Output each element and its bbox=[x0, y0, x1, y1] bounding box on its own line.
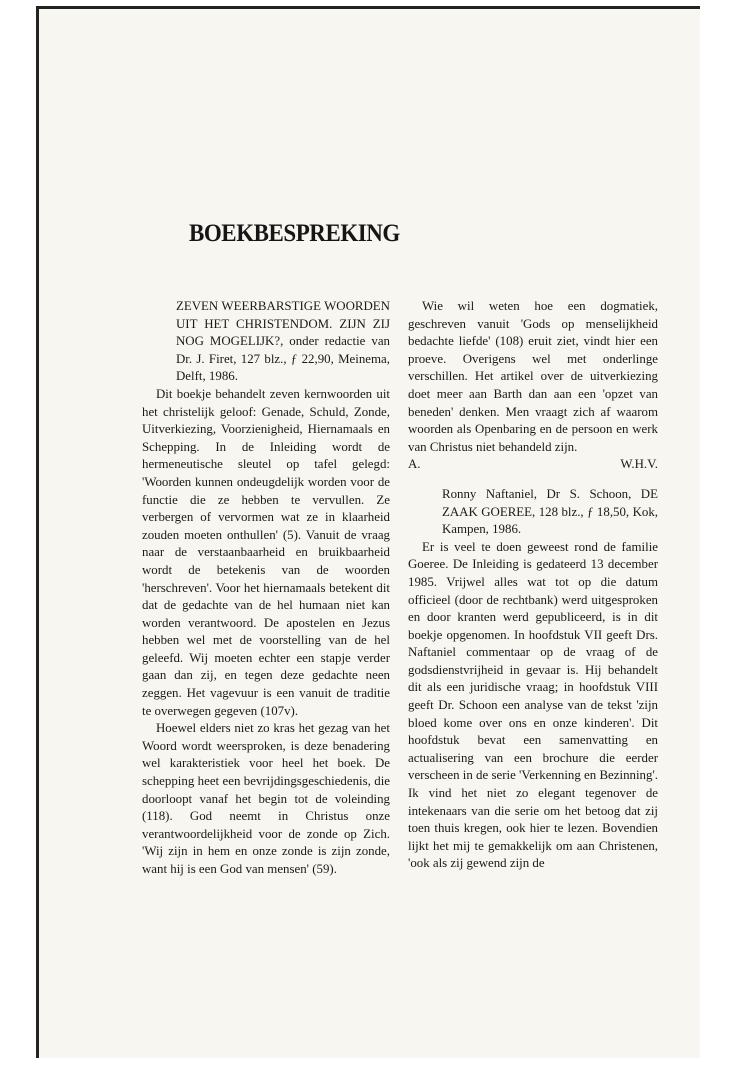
section-title: BOEKBESPREKING bbox=[189, 220, 400, 247]
review1-heading: ZEVEN WEERBARSTIGE WOORDEN UIT HET CHRISTENDOM. ZIJN ZIJ NOG MOGELIJK?, onder redactie van Dr. J. Firet, 127 blz., ƒ 22,90, Meinema, Delft, 1986. bbox=[176, 299, 390, 384]
review1-paragraph-2: Hoewel elders niet zo kras het gezag van het Woord wordt weersproken, is deze benadering wel karakteristiek voor heel het boek. De schepping heet een bevrijdingsgeschiedenis, die doorloopt vanaf het begin tot de voleinding (118). God neemt in Christus onze verantwoordelijkheid voor de zonde op Zich. 'Wij zijn in hem en onze zonde is zijn zonde, want hij is een God van mensen' (59). bbox=[142, 721, 390, 876]
review1-paragraph-1: Dit boekje behandelt zeven kernwoorden uit het christelijk geloof: Genade, Schuld, Zonde, Uitverkiezing, Voorzienigheid, Hiernamaals en Schepping. In de Inleiding wordt de hermeneutische sleutel op tafel gelegd: 'Woorden kunnen ondeugdelijk worden voor de functie die ze hebben te vervullen. Ze verbergen of vervormen wat ze in klaarheid zouden moeten onthullen' (5). Vanuit de vraag naar de verstaanbaarheid en bruikbaarheid wordt de betekenis van de woorden 'herschreven'. Voor het hiernamaals betekent dit dat de gedachte van de hel humaan niet kan worden verantwoord. De apostelen en Jezus hebben wel met de voorstelling van de hel geleefd. Wij moeten echter een stapje verder gaan dan zij, en tegen deze gedachte neen zeggen. Het vagevuur is een vanuit de traditie te overwegen gegeven (107v). bbox=[142, 386, 390, 718]
review2 bbox=[408, 486, 658, 873]
review2-heading: Ronny Naftaniel, Dr S. Schoon, DE ZAAK GOEREE, 128 blz., ƒ 18,50, Kok, Kampen, 1986. bbox=[442, 486, 658, 537]
left-column bbox=[142, 298, 390, 879]
signature-right: W.H.V. bbox=[620, 457, 658, 472]
review2-paragraph-1: Er is veel te doen geweest rond de familie Goeree. De Inleiding is gedateerd 13 december 1985. Vrijwel alles wat tot op die datum officieel (door de rechtbank) werd uitgesproken en door kranten werd gepubliceerd, is in dit boekje opgenomen. In hoofdstuk VII geeft Drs. Naftaniel commentaar op de vraag of de godsdienstvrijheid in gevaar is. Hij behandelt dit als een juridische vraag; in hoofdstuk VIII geeft Dr. Schoon een analyse van de tekst 'zijn bloed kome over ons en onze kinderen'. Dit hoofdstuk bevat een samenvatting en actualisering van een brochure die eerder verscheen in de serie 'Verkenning en Bezinning'. Ik vind het niet zo elegant tegenover de intekenaars van die serie om het betoog dat zij toen thuis kregen, ook hier te lezen. Bovendien lijkt het mij te gemakkelijk om aan Christenen, 'ook als zij gewend zijn de bbox=[408, 539, 658, 871]
signature-left: A. bbox=[408, 457, 421, 472]
review1-signature bbox=[408, 456, 658, 474]
review1-paragraph-3: Wie wil weten hoe een dogmatiek, geschreven vanuit 'Gods op menselijkheid bedachte liefde' (108) eruit ziet, vindt hier een proeve. Overigens wel met onderlinge verschillen. Het artikel over de uitverkiezing doet meer aan Barth dan aan een 'opzet van beneden' denken. Men vraagt zich af waarom woorden als Openbaring en de persoon en werk van Christus niet behandeld zijn. bbox=[408, 299, 658, 454]
right-column bbox=[408, 298, 658, 873]
